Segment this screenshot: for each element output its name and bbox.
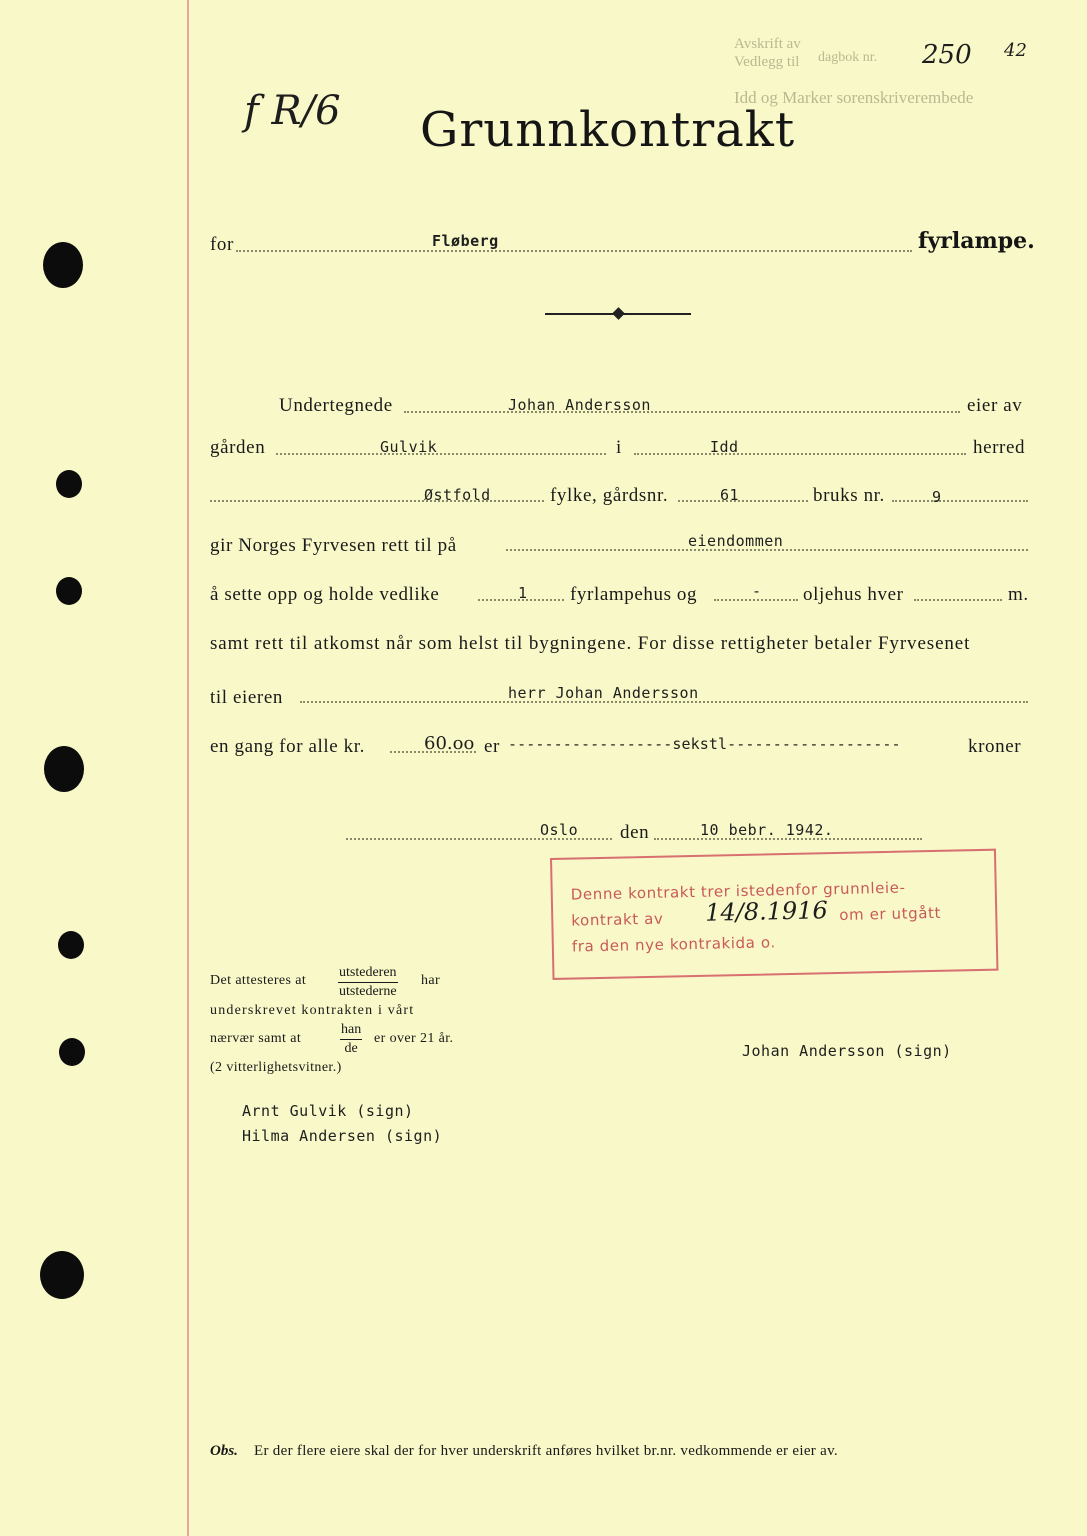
den-label: den bbox=[620, 822, 650, 843]
samt-rett-line: samt rett til atkomst når som helst til bygningene. For disse rettigheter betaler Fyrvesenet bbox=[210, 633, 971, 654]
office-stamp-line3: Idd og Marker sorenskriverembede bbox=[734, 88, 974, 107]
owner-name-value: Johan Andersson bbox=[508, 396, 651, 414]
dotted-line bbox=[276, 453, 606, 455]
til-eieren-label: til eieren bbox=[210, 687, 283, 708]
red-stamp bbox=[550, 849, 998, 980]
dotted-line bbox=[404, 411, 960, 413]
footnote-text: Er der flere eiere skal der for hver underskrift anføres hvilket br.nr. vedkommende er eier av. bbox=[254, 1443, 838, 1459]
dotted-line bbox=[914, 599, 1002, 601]
fraction-bottom: utstederne bbox=[339, 984, 397, 999]
fraction-top: han bbox=[340, 1022, 362, 1040]
punch-hole bbox=[56, 577, 82, 605]
kroner-label: kroner bbox=[968, 736, 1022, 757]
punch-hole bbox=[59, 1038, 85, 1066]
bruksnr-value: 9 bbox=[932, 488, 942, 506]
farm-name-value: Gulvik bbox=[380, 438, 438, 456]
office-stamp-dagbok-label: dagbok nr. bbox=[818, 50, 878, 65]
punch-hole bbox=[56, 470, 82, 498]
witness-2: Hilma Andersen (sign) bbox=[242, 1127, 443, 1145]
dotted-line bbox=[678, 500, 808, 502]
footnote-obs: Obs. bbox=[210, 1443, 238, 1459]
amount-words-value: ------------------sekstl------------------- bbox=[508, 735, 901, 753]
office-stamp-line2: Vedlegg til bbox=[734, 54, 800, 70]
red-stamp-line1: Denne kontrakt trer istedenfor grunnleie- bbox=[570, 878, 906, 904]
herred-label: herred bbox=[973, 437, 1026, 458]
punch-hole bbox=[43, 242, 83, 288]
attest-line2: underskrevet kontrakten i vårt bbox=[210, 1003, 415, 1018]
municipality-value: Idd bbox=[710, 438, 739, 456]
lamp-houses-value: 1 bbox=[518, 584, 528, 602]
gir-norges-label: gir Norges Fyrvesen rett til på bbox=[210, 535, 457, 556]
property-value: eiendommen bbox=[688, 532, 784, 550]
fraction-bottom: de bbox=[344, 1041, 358, 1056]
office-stamp-line1: Avskrift av bbox=[734, 36, 801, 52]
attest-line1-suffix: har bbox=[421, 973, 441, 988]
gardsnr-value: 61 bbox=[720, 486, 740, 504]
red-stamp-line2-suffix: om er utgått bbox=[839, 903, 942, 924]
garden-label: gården bbox=[210, 437, 266, 458]
fylke-gardsnr-label: fylke, gårdsnr. bbox=[550, 485, 669, 506]
place-value: Oslo bbox=[540, 821, 579, 839]
attest-line1-prefix: Det attesteres at bbox=[210, 973, 307, 988]
attest-line3-prefix: nærvær samt at bbox=[210, 1031, 302, 1046]
oljehus-label: oljehus hver bbox=[803, 584, 904, 605]
punch-hole bbox=[44, 746, 84, 792]
date-value: 10 bebr. 1942. bbox=[700, 821, 834, 839]
office-stamp-year: 42 bbox=[1004, 40, 1027, 61]
margin-rule bbox=[187, 0, 189, 1536]
handwritten-mark: f R/6 bbox=[244, 88, 341, 134]
fyrlampe-label: fyrlampe. bbox=[918, 228, 1035, 254]
witness-1: Arnt Gulvik (sign) bbox=[242, 1102, 414, 1120]
oil-houses-value: - bbox=[752, 582, 762, 600]
bruks-nr-label: bruks nr. bbox=[813, 485, 885, 506]
red-stamp-line3: fra den nye kontrakida o. bbox=[571, 933, 776, 956]
dotted-line bbox=[634, 453, 966, 455]
location-value: Fløberg bbox=[432, 232, 499, 250]
attest-fraction-pronoun bbox=[340, 1022, 362, 1057]
er-label: er bbox=[484, 736, 500, 757]
dotted-line bbox=[892, 500, 1028, 502]
punch-hole bbox=[40, 1251, 84, 1299]
attest-fraction-issuer bbox=[338, 965, 398, 1000]
document-title: Grunnkontrakt bbox=[420, 102, 796, 158]
owner-signature: Johan Andersson (sign) bbox=[742, 1042, 952, 1060]
eier-av-label: eier av bbox=[967, 395, 1023, 416]
fyrlampehus-label: fyrlampehus og bbox=[570, 584, 698, 605]
payee-value: herr Johan Andersson bbox=[508, 684, 699, 702]
sette-opp-label: å sette opp og holde vedlike bbox=[210, 584, 440, 605]
m-label: m. bbox=[1008, 584, 1029, 605]
county-value: Østfold bbox=[424, 486, 491, 504]
i-label: i bbox=[616, 437, 622, 458]
red-stamp-handwritten-date: 14/8.1916 bbox=[704, 896, 829, 927]
dotted-line bbox=[236, 250, 912, 252]
office-stamp-dagbok-number: 250 bbox=[922, 40, 972, 70]
red-stamp-line2-prefix: kontrakt av bbox=[571, 909, 664, 930]
amount-value: 60.oo bbox=[424, 733, 475, 754]
for-label: for bbox=[210, 234, 234, 255]
attest-line3-suffix: er over 21 år. bbox=[374, 1031, 454, 1046]
en-gang-label: en gang for alle kr. bbox=[210, 736, 365, 757]
fraction-top: utstederen bbox=[338, 965, 398, 983]
dotted-line bbox=[210, 500, 544, 502]
punch-hole bbox=[58, 931, 84, 959]
undertegnede-label: Undertegnede bbox=[279, 395, 393, 416]
attest-line4: (2 vitterlighetsvitner.) bbox=[210, 1060, 342, 1075]
